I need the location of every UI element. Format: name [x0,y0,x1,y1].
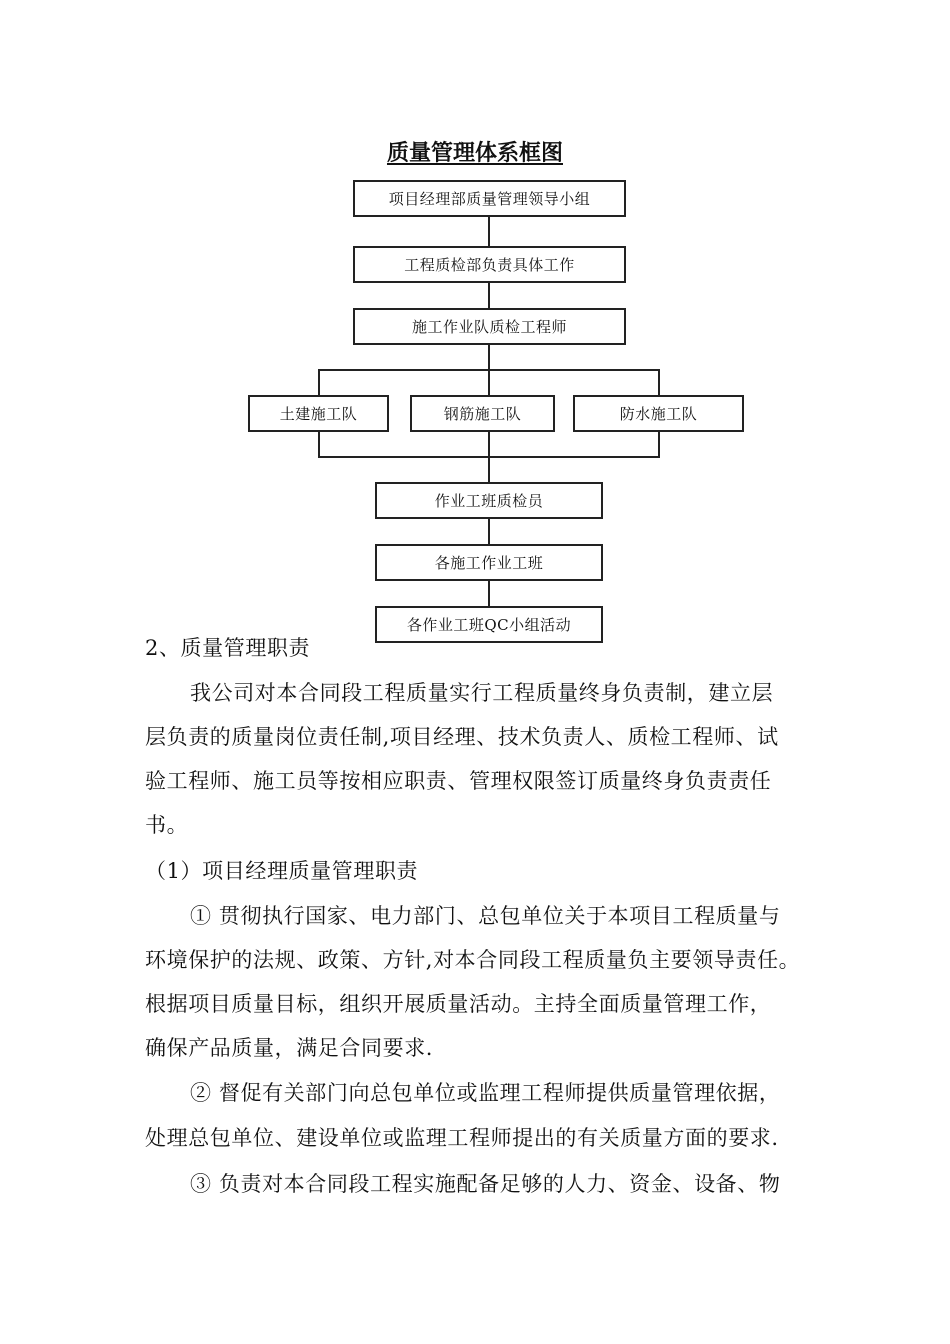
connector [318,369,320,396]
org-box-inspection-dept: 工程质检部负责具体工作 [353,246,626,283]
org-box-waterproof-team: 防水施工队 [573,395,744,432]
connector [488,216,490,248]
paragraph-line: 书。 [145,813,189,837]
paragraph-line: 层负责的质量岗位责任制,项目经理、技术负责人、质检工程师、试 [145,725,779,749]
page-title: 质量管理体系框图 [386,141,563,166]
paragraph-line: ③ 负责对本合同段工程实施配备足够的人力、资金、设备、物 [190,1172,781,1196]
org-box-leader: 项目经理部质量管理领导小组 [353,180,626,217]
connector [658,431,660,458]
org-box-shift-inspector: 作业工班质检员 [375,482,603,519]
org-box-rebar-team: 钢筋施工队 [410,395,555,432]
connector [488,517,490,545]
paragraph-line: 确保产品质量，满足合同要求. [145,1036,434,1060]
paragraph-line: 我公司对本合同段工程质量实行工程质量终身负责制，建立层 [190,681,774,705]
connector [488,580,490,608]
org-box-team-engineer: 施工作业队质检工程师 [353,308,626,345]
connector [488,344,490,370]
paragraph-line: ① 贯彻执行国家、电力部门、总包单位关于本项目工程质量与 [190,904,781,928]
org-box-work-shifts: 各施工作业工班 [375,544,603,581]
section-heading: 2、质量管理职责 [145,636,311,660]
connector [488,282,490,310]
org-box-qc-groups: 各作业工班QC小组活动 [375,606,603,643]
org-box-civil-team: 土建施工队 [248,395,389,432]
connector [488,369,490,396]
connector [318,431,320,458]
paragraph-line: ② 督促有关部门向总包单位或监理工程师提供质量管理依据， [190,1081,781,1105]
paragraph-line: 处理总包单位、建设单位或监理工程师提出的有关质量方面的要求. [145,1126,779,1150]
paragraph-line: 根据项目质量目标，组织开展质量活动。主持全面质量管理工作， [145,992,772,1016]
paragraph-line: 验工程师、施工员等按相应职责、管理权限签订质量终身负责责任 [145,769,772,793]
connector [488,431,490,458]
connector [488,456,490,484]
subsection-heading: （1）项目经理质量管理职责 [145,859,419,883]
connector [658,369,660,396]
paragraph-line: 环境保护的法规、政策、方针,对本合同段工程质量负主要领导责任。 [145,948,801,972]
